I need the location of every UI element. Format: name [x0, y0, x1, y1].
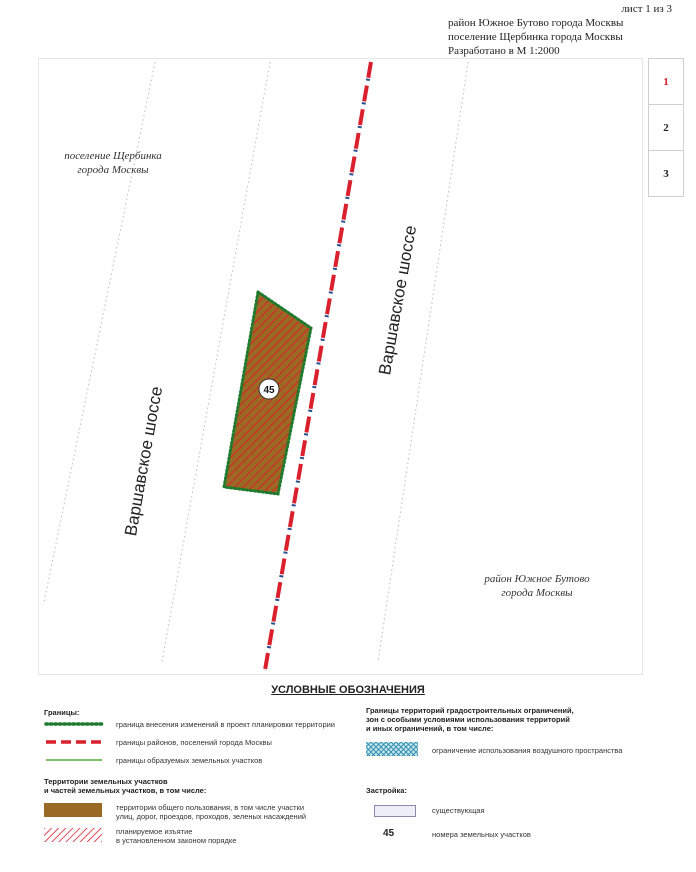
district-title: район Южное Бутово города Москвы [448, 17, 624, 29]
legend-existing-building: существующая [432, 806, 485, 815]
public-territory-swatch [44, 803, 102, 817]
boundaries-heading: Границы: [44, 708, 80, 717]
road-label-left: Варшавское шоссе [121, 384, 167, 538]
legend-district-boundary: границы районов, поселений города Москвы [116, 738, 272, 747]
sheet-tab-1[interactable]: 1 [648, 58, 684, 105]
parcel-number: 45 [263, 385, 275, 396]
scale-note: Разработано в М 1:2000 [448, 45, 560, 57]
road-label-right: Варшавское шоссе [375, 223, 421, 377]
district-label: район Южное Бутово города Москвы [484, 573, 590, 599]
sheet-navigator [648, 58, 684, 197]
boundary-swatches [44, 718, 124, 778]
legend-public-territory: территории общего пользования, в том числе участки улиц, дорог, проездов, проходов, зеленых насаждений [116, 803, 307, 821]
sheet-tab-2[interactable]: 2 [648, 105, 684, 151]
legend-airspace: ограничение использования воздушного пространства [432, 746, 623, 755]
legend-parcel-number-sample: 45 [383, 828, 395, 839]
withdrawal-swatch [44, 828, 104, 844]
legend-withdrawal: планируемое изъятие в установленном законом порядке [116, 827, 237, 845]
settlement-title: поселение Щербинка города Москвы [448, 31, 623, 43]
legend-title: УСЛОВНЫЕ ОБОЗНАЧЕНИЯ [271, 684, 425, 696]
territories-heading: Территории земельных участков и частей земельных участков, в том числе: [44, 777, 207, 795]
sheet-number: лист 1 из 3 [621, 3, 672, 15]
sheet-tab-3[interactable]: 3 [648, 151, 684, 197]
legend-parcel-boundary: границы образуемых земельных участков [116, 756, 263, 765]
airspace-swatch [366, 742, 426, 758]
buildings-heading: Застройка: [366, 786, 407, 795]
restrictions-heading: Границы территорий градостроительных ограничений, зон с особыми условиями использования территорий и иных ограничений, в том числе: [366, 706, 574, 733]
legend-change-boundary: граница внесения изменений в проект планировки территории [116, 720, 336, 729]
existing-building-swatch [374, 805, 416, 817]
legend-parcel-number: номера земельных участков [432, 830, 531, 839]
settlement-label: поселение Щербинка города Москвы [64, 150, 162, 176]
